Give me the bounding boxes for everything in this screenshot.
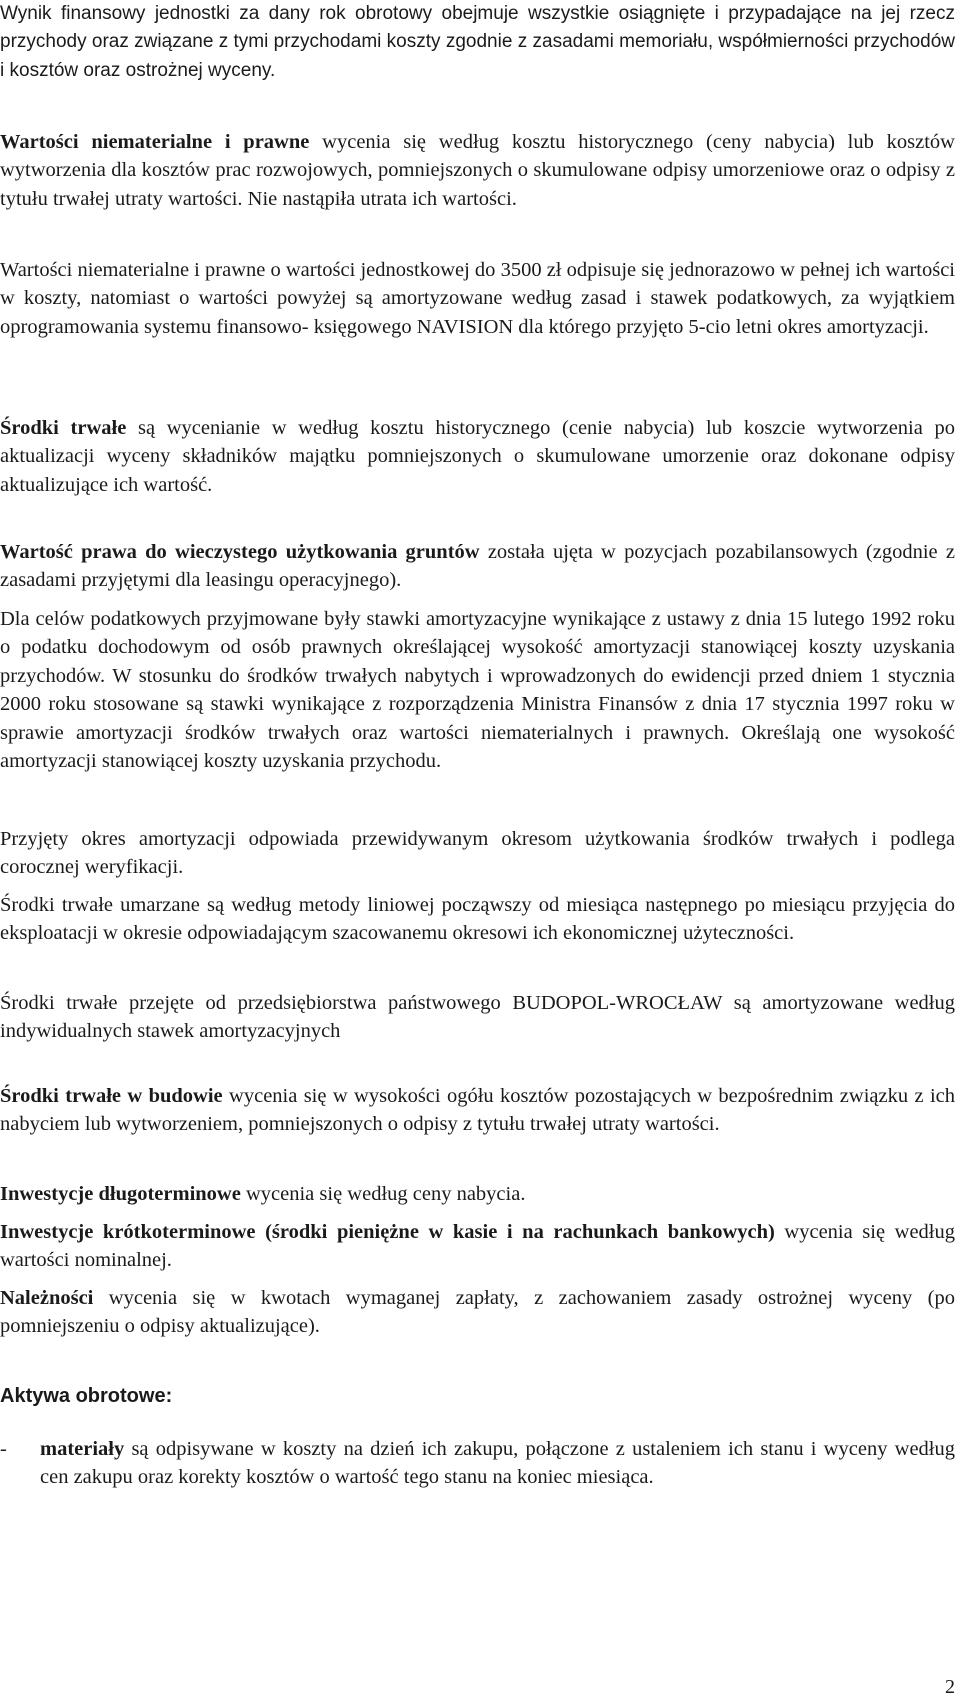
paragraph-text: wycenia się w wysokości ogółu kosztów pozostających w bezpośrednim związku z ich nabyciem lub wytworzeniem, pomniejszonych o odpisy z tytułu trwałej utraty wartości. <box>0 1085 955 1136</box>
paragraph-term: Środki trwałe <box>0 417 127 439</box>
paragraph-tax-depreciation <box>0 605 955 775</box>
paragraph-receivables <box>0 1284 955 1341</box>
paragraph-text: Środki trwałe umarzane są według metody liniowej począwszy od miesiąca następnego po miesiącu przyjęcia do eksploatacji w okresie odpowiadającym szacowanemu okresowi ich ekonomicznej użyteczności. <box>0 894 955 945</box>
paragraph-term: Inwestycje długoterminowe <box>0 1183 241 1205</box>
paragraph-long-term-investments <box>0 1180 955 1208</box>
paragraph-term: Środki trwałe w budowie <box>0 1085 223 1107</box>
paragraph-text: Dla celów podatkowych przyjmowane były stawki amortyzacyjne wynikające z ustawy z dnia 15 lutego 1992 roku o podatku dochodowym od osób prawnych określającej wysokość amortyzacji stanowiącej koszty uzyskania przychodów. W stosunku do środków trwałych nabytych i wprowadzonych do ewidencji przed dniem 1 stycznia 2000 roku stosowane są stawki wynikające z rozporządzenia Ministra Finansów z dnia 17 stycznia 1997 roku w sprawie amortyzacji środków trwałych oraz wartości niematerialnych i prawnych. Określają one wysokość amortyzacji stanowiącej koszty uzyskania przychodu. <box>0 608 955 773</box>
paragraph-intangible-low-value <box>0 256 955 341</box>
paragraph-text: Wynik finansowy jednostki za dany rok obrotowy obejmuje wszystkie osiągnięte i przypadające na jej rzecz przychody oraz związane z tymi przychodami koszty zgodnie z zasadami memoriału, współmierności przychodów i kosztów oraz ostrożnej wyceny. <box>0 3 955 81</box>
list-item-materials <box>0 1435 955 1492</box>
list-marker: - <box>0 1438 7 1460</box>
paragraph-intangible-assets <box>0 128 955 213</box>
paragraph-financial-result <box>0 0 955 85</box>
paragraph-term: Wartości niematerialne i prawne <box>0 131 310 153</box>
paragraph-fixed-assets <box>0 414 955 499</box>
paragraph-term: Inwestycje krótkoterminowe (środki pieniężne w kasie i na rachunkach bankowych) <box>0 1221 775 1243</box>
paragraph-budopol-assets <box>0 989 955 1046</box>
paragraph-text: została ujęta w pozycjach pozabilansowych (zgodnie z zasadami przyjętymi dla leasingu operacyjnego). <box>0 541 955 592</box>
list-item-term: materiały <box>40 1438 125 1460</box>
paragraph-text: Przyjęty okres amortyzacji odpowiada przewidywanym okresom użytkowania środków trwałych i podlega corocznej weryfikacji. <box>0 828 955 879</box>
paragraph-text: Środki trwałe przejęte od przedsiębiorstwa państwowego BUDOPOL-WROCŁAW są amortyzowane według indywidualnych stawek amortyzacyjnych <box>0 992 955 1043</box>
page-number: 2 <box>945 1676 955 1698</box>
paragraph-perpetual-usufruct <box>0 538 955 595</box>
paragraph-text: wycenia się według ceny nabycia. <box>240 1183 526 1205</box>
list-item-body <box>40 1435 955 1492</box>
list-item-text: są odpisywane w koszty na dzień ich zakupu, połączone z ustaleniem ich stanu i wyceny według cen zakupu oraz korekty kosztów o wartość tego stanu na koniec miesiąca. <box>40 1438 955 1489</box>
paragraph-text: są wycenianie w według kosztu historycznego (cenie nabycia) lub koszcie wytworzenia po aktualizacji wyceny składników majątku pomniejszonych o skumulowane umorzenie oraz dokonane odpisy aktualizujące ich wartość. <box>0 417 955 496</box>
paragraph-text: wycenia się w kwotach wymaganej zapłaty, z zachowaniem zasady ostrożnej wyceny (po pomniejszeniu o odpisy aktualizujące). <box>0 1287 955 1338</box>
paragraph-short-term-investments <box>0 1218 955 1275</box>
paragraph-term: Należności <box>0 1287 94 1309</box>
paragraph-linear-method <box>0 891 955 948</box>
section-heading-current-assets: Aktywa obrotowe: <box>0 1385 173 1407</box>
paragraph-construction-in-progress <box>0 1082 955 1139</box>
paragraph-text: Wartości niematerialne i prawne o wartości jednostkowej do 3500 zł odpisuje się jednorazowo w pełnej ich wartości w koszty, natomiast o wartości powyżej są amortyzowane według zasad i stawek podatkowych, za wyjątkiem oprogramowania systemu finansowo- księgowego NAVISION dla którego przyjęto 5-cio letni okres amortyzacji. <box>0 259 955 338</box>
paragraph-depreciation-period <box>0 825 955 882</box>
paragraph-text: wycenia się według kosztu historycznego (ceny nabycia) lub kosztów wytworzenia dla kosztów prac rozwojowych, pomniejszonych o skumulowane odpisy umorzeniowe oraz o odpisy z tytułu trwałej utraty wartości. Nie nastąpiła utrata ich wartości. <box>0 131 955 210</box>
paragraph-term: Wartość prawa do wieczystego użytkowania gruntów <box>0 541 480 563</box>
paragraph-text: wycenia się według wartości nominalnej. <box>0 1221 956 1272</box>
